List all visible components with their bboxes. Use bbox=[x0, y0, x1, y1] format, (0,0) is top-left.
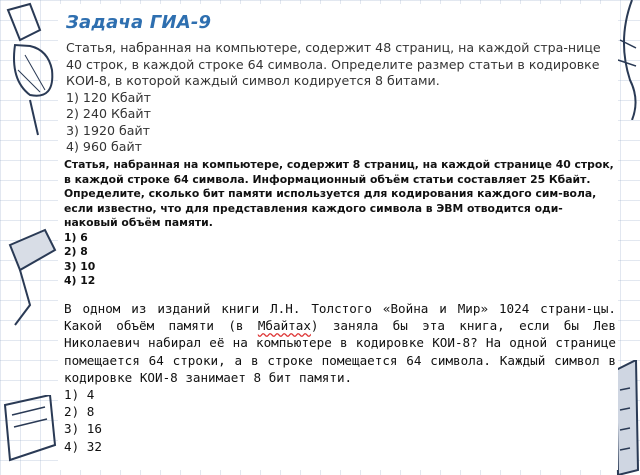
task-3-option: 4) 32 bbox=[64, 438, 102, 454]
task-2-option: 4) 12 bbox=[64, 274, 96, 288]
task-1 bbox=[66, 40, 614, 156]
task-2-option: 3) 10 bbox=[64, 259, 96, 273]
task-3-text-before: В одном из изданий книги Л.Н. Толстого «Война и Мир» 1024 страни-цы. Какой объём памяти (в bbox=[64, 301, 616, 334]
spellcheck-underlined-word: Мбайтах bbox=[257, 318, 311, 334]
task-1-option: 2) 240 Кбайт bbox=[66, 106, 151, 121]
task-1-option: 4) 960 байт bbox=[66, 139, 142, 154]
task-3-option: 3) 16 bbox=[64, 421, 102, 437]
slide-card bbox=[58, 4, 618, 470]
book-doodle-icon bbox=[0, 395, 60, 475]
task-2-option: 2) 8 bbox=[64, 245, 88, 259]
task-1-option: 3) 1920 байт bbox=[66, 122, 150, 138]
task-3 bbox=[64, 300, 616, 455]
task-3-text-after: ) заняла бы эта книга, если бы Лев Николаевич набирал её на компьютере в кодировке КОИ-8? На одной странице помещается 64 строки, а в строке помещается 64 символа. Каждый символ в кодировке КОИ-8 занимает 8 бит памяти. bbox=[64, 318, 617, 385]
task-3-text bbox=[64, 300, 616, 386]
task-1-text: Статья, набранная на компьютере, содержит 48 страниц, на каждой стра-нице 40 строк, в каждой строке 64 символа. Определите размер статьи в кодировке КОИ-8, в которой каждый символ кодируется 8 битами. bbox=[66, 40, 601, 88]
task-3-option: 2) 8 bbox=[64, 404, 95, 420]
task-2-text: Статья, набранная на компьютере, содержит 8 страниц, на каждой странице 40 строк, в каждой строке 64 символа. Информационный объём статьи составляет 25 Кбайт. Определите, сколько бит памяти используется для кодирования каждого сим-вола, если известно, что для представления каждого символа в ЭВМ отводится оди-наковый объём памяти. bbox=[64, 158, 614, 230]
task-2 bbox=[64, 158, 616, 289]
pencil-doodle-icon bbox=[0, 225, 60, 335]
page-title: Задача ГИА-9 bbox=[66, 12, 212, 33]
task-3-option: 1) 4 bbox=[64, 387, 95, 403]
task-2-option: 1) 6 bbox=[64, 230, 88, 244]
task-1-option: 1) 120 Кбайт bbox=[66, 89, 151, 105]
